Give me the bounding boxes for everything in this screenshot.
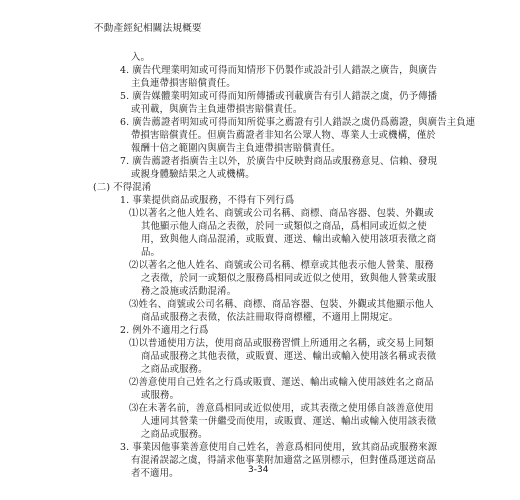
text-line: 或刊載，與廣告主負連帶損害賠償責任。	[131, 104, 303, 115]
text-line: 報酬十倍之範圍內與廣告主負連帶損害賠償責任。	[131, 143, 341, 154]
text-line: 商品或服務之表徵，依法註冊取得商標權，不適用上開規定。	[141, 312, 399, 323]
text-line: 商品或服務之其他表徵，或販賣、運送、輸出或輸入使用該名稱或表徵	[141, 351, 437, 362]
text-line: 帶損害賠償責任。但廣告薦證者非知名公眾人物、專業人士或機構，僅於	[131, 130, 436, 141]
text-line: 3. 事業因他事業善意使用自己姓名，善意爲相同使用，致其商品或服務來源	[120, 442, 438, 453]
text-line: 2. 例外不適用之行爲	[120, 325, 209, 336]
text-line: 用，致與他人商品混淆，或販賣、運送、輸出或輸入使用該項表徵之商	[141, 234, 437, 245]
text-line: 有混淆誤認之虞，得請求他事業附加適當之區別標示，但對僅爲運送商品	[131, 455, 436, 466]
text-line: 其他顯示他人商品之表徵，於同一或類似之商品，爲相同或近似之使	[141, 221, 427, 232]
text-line: 之商品或服務。	[141, 364, 208, 375]
text-line: 5. 廣告媒體業明知或可得而知所傳播或刊載廣告有引人錯誤之虞，仍予傳播	[120, 91, 438, 102]
text-line: 或親身體驗結果之人或機構。	[131, 169, 255, 180]
text-line: 人連同其營業一併繼受而使用，或販賣、運送、輸出或輸入使用該表徵	[141, 416, 437, 427]
text-line: 或服務。	[141, 390, 180, 401]
text-line: ⑶姓名、商號或公司名稱、商標、商品容器、包裝、外觀或其他顯示他人	[129, 299, 434, 310]
text-line: 入。	[131, 52, 151, 63]
text-line: ⑵以著名之他人姓名、商號或公司名稱、標章或其他表示他人營業、服務	[129, 260, 434, 271]
text-line: 主負連帶損害賠償責任。	[131, 78, 236, 89]
text-line: ⑴以著名之他人姓名、商號或公司名稱、商標、商品容器、包裝、外觀或	[129, 208, 434, 219]
text-line: ⑶在未著名前，善意爲相同或近似使用，或其表徵之使用係自該善意使用	[129, 403, 434, 414]
text-line: 者不適用。	[131, 468, 179, 479]
text-line: ⑴以普通使用方法，使用商品或服務習慣上所通用之名稱，或交易上同類	[129, 338, 434, 349]
text-line: 務之設施或活動混淆。	[141, 286, 237, 297]
text-line: 之表徵，於同一或類似之服務爲相同或近似之使用，致與他人營業或服	[141, 273, 437, 284]
text-line: 之商品或服務。	[141, 429, 208, 440]
text-line: ⑵善意使用自己姓名之行爲或販賣、運送、輸出或輸入使用該姓名之商品	[129, 377, 434, 388]
section-heading: (二) 不得混淆	[93, 182, 152, 193]
text-line: 品。	[141, 247, 161, 258]
text-line: 7. 廣告薦證者指廣告主以外，於廣告中反映對商品或服務意見、信賴、發現	[120, 156, 438, 167]
text-line: 6. 廣告薦證者明知或可得而知所從事之薦證有引人錯誤之虞仍爲薦證，與廣告主負連	[120, 117, 476, 128]
page-header-title: 不動產經紀相關法規概要	[94, 23, 202, 34]
text-line: 1. 事業提供商品或服務，不得有下列行爲	[120, 195, 295, 206]
page-number: 3-34	[248, 465, 269, 475]
text-line: 4. 廣告代理業明知或可得而知情形下仍製作或設計引人錯誤之廣告，與廣告	[120, 65, 438, 76]
